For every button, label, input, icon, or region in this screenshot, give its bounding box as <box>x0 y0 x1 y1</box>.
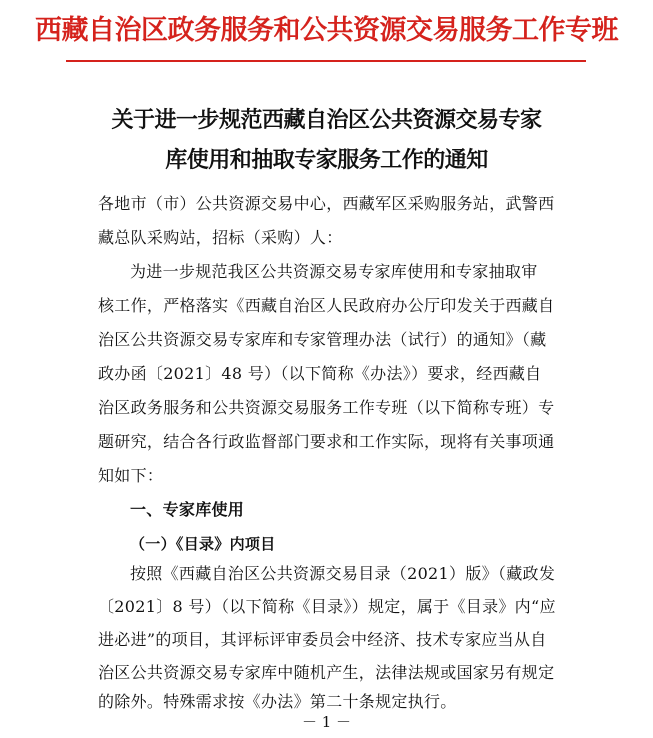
section-body-line: 治区公共资源交易专家库中随机产生，法律法规或国家另有规定 <box>98 663 555 682</box>
section-heading: 一、专家库使用 <box>130 500 245 519</box>
addressee-line-1: 各地市（市）公共资源交易中心，西藏军区采购服务站，武警西 <box>98 194 555 213</box>
intro-line: 治区公共资源交易专家库和专家管理办法（试行）的通知》（藏 <box>98 330 547 349</box>
section-body-line: 进必进”的项目，其评标评审委员会中经济、技术专家应当从自 <box>98 630 547 649</box>
page-number: － 1 － <box>301 713 352 731</box>
section-body-line: 按照《西藏自治区公共资源交易目录（2021）版》（藏政发 <box>130 564 556 583</box>
section-body-line: 〔2021〕8 号）（以下简称《目录》）规定，属于《目录》内“应 <box>98 597 556 616</box>
intro-line: 治区政务服务和公共资源交易服务工作专班（以下简称专班）专 <box>98 398 555 417</box>
document-title-line-2: 库使用和抽取专家服务工作的通知 <box>165 148 488 173</box>
red-divider-rule <box>66 60 586 62</box>
intro-line: 核工作，严格落实《西藏自治区人民政府办公厅印发关于西藏自 <box>98 296 555 315</box>
addressee-line-2: 藏总队采购站，招标（采购）人： <box>98 228 343 247</box>
intro-line: 为进一步规范我区公共资源交易专家库使用和专家抽取审 <box>130 262 538 281</box>
intro-line: 题研究，结合各行政监督部门要求和工作实际，现将有关事项通 <box>98 432 555 451</box>
document-title-line-1: 关于进一步规范西藏自治区公共资源交易专家 <box>111 108 542 133</box>
subsection-heading: （一）《目录》内项目 <box>130 535 276 553</box>
intro-line: 知如下： <box>98 466 164 485</box>
agency-header: 西藏自治区政务服务和公共资源交易服务工作专班 <box>35 15 618 46</box>
intro-line: 政办函〔2021〕48 号）（以下简称《办法》）要求，经西藏自 <box>98 364 542 383</box>
section-body-line: 的除外。特殊需求按《办法》第二十条规定执行。 <box>98 692 457 711</box>
